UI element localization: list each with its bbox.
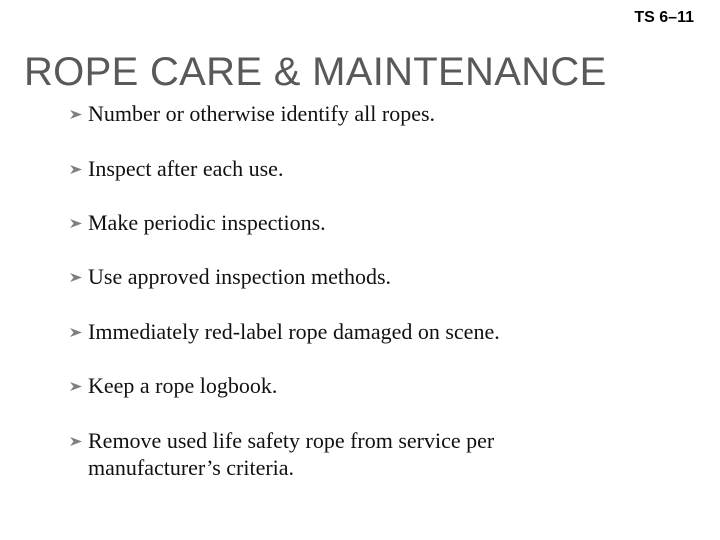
bullet-item [66, 155, 626, 182]
arrow-bullet-icon [66, 372, 88, 399]
bullet-item [66, 427, 536, 481]
bullet-text: Use approved inspection methods. [88, 264, 392, 289]
arrow-bullet-icon [66, 263, 88, 290]
bullet-item [66, 263, 626, 290]
bullet-text: Number or otherwise identify all ropes. [88, 101, 436, 126]
arrow-bullet-icon [66, 209, 88, 236]
arrow-bullet-icon [66, 155, 88, 182]
bullet-item [66, 372, 626, 399]
bullet-text: Keep a rope logbook. [88, 373, 278, 398]
bullet-item [66, 209, 626, 236]
arrow-bullet-icon [66, 318, 88, 345]
slide-number: TS 6–11 [634, 9, 694, 26]
arrow-bullet-icon [66, 427, 88, 454]
bullet-text: Inspect after each use. [88, 156, 284, 181]
bullet-item [66, 100, 626, 127]
bullet-text: Make periodic inspections. [88, 210, 326, 235]
bullet-text: Immediately red-label rope damaged on scene. [88, 319, 500, 344]
bullet-item [66, 318, 626, 345]
slide-title: ROPE CARE & MAINTENANCE [24, 50, 607, 94]
arrow-bullet-icon [66, 100, 88, 127]
bullet-text: Remove used life safety rope from service per manufacturer’s criteria. [88, 428, 495, 480]
